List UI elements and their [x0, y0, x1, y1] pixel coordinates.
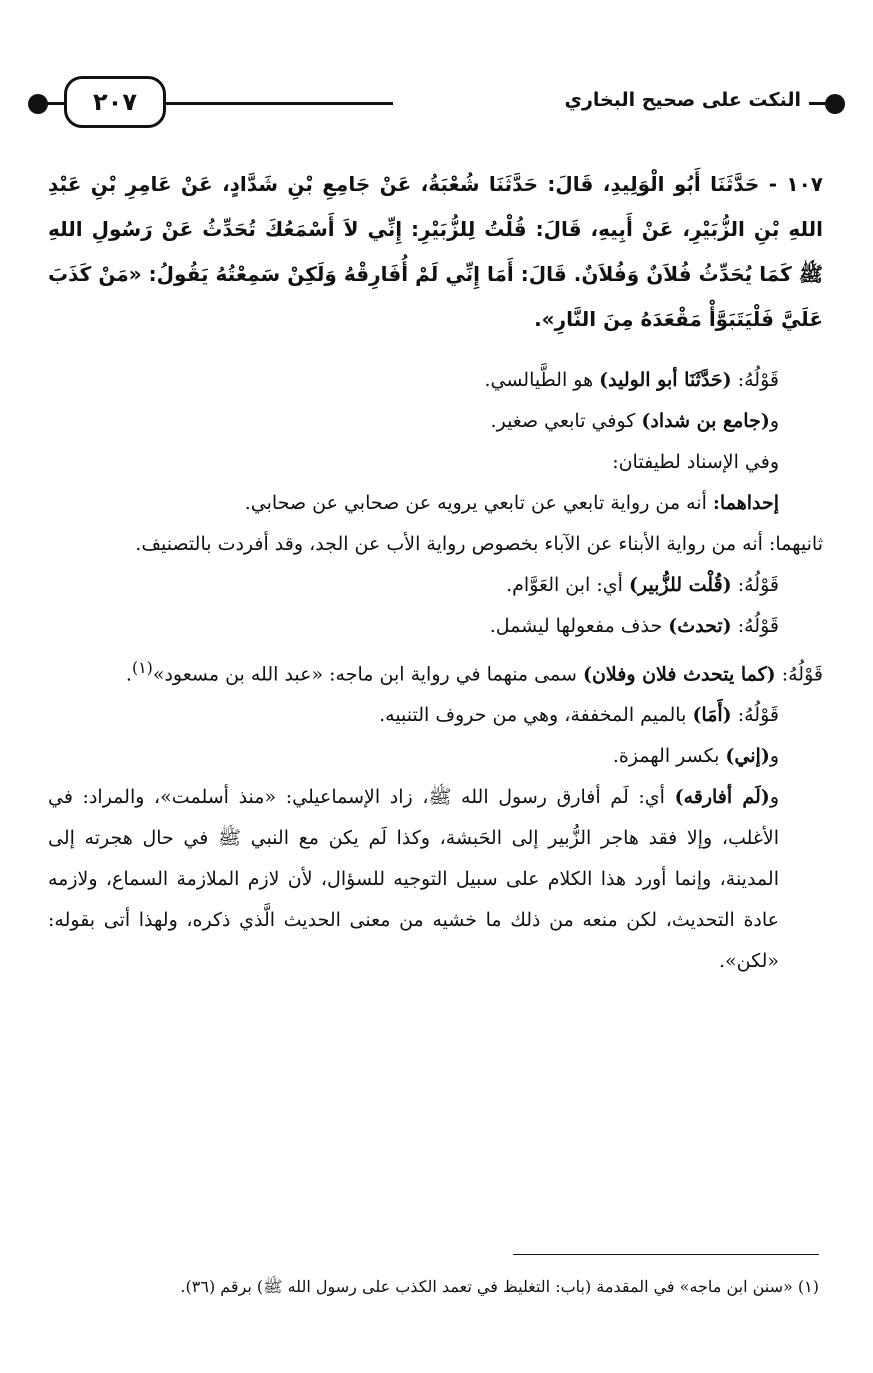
- commentary-text: سمى منهما في رواية ابن ماجه: «عبد الله بن مسعود»: [152, 663, 577, 686]
- commentary-paragraph: [48, 401, 823, 442]
- header-ornament-dot-left: [28, 94, 48, 114]
- commentary-text: كوفي تابعي صغير.: [490, 410, 636, 432]
- commentary-keyword: إحداهما:: [712, 492, 779, 514]
- commentary-text: أنه من رواية الأبناء عن الآباء بخصوص رواية الأب عن الجد، وقد أفردت بالتصنيف.: [135, 533, 763, 555]
- commentary-text: وفي الإسناد لطيفتان:: [612, 451, 779, 473]
- page-header: [0, 60, 873, 140]
- commentary-paragraph: [48, 565, 823, 606]
- commentary-text: أي: لَم أفارق رسول الله ﷺ، زاد الإسماعيلي: «منذ أسلمت»، والمراد: في الأغلب، وإلا فقد هاجر الزُّبير إلى الحَبشة، وكذا لَم يكن مع النبي ﷺ في حال هجرته إلى المدينة، وإنما أورد هذا الكلام على سبيل التوجيه للسؤال، لأن لازم الملازمة السماع، ولازمه عادة التحديث، لكن منعه من ذلك ما خشيه من معنى الحديث الَّذي ذكره، ولهذا أتى بقوله: «لكن».: [48, 786, 779, 973]
- commentary-keyword: (تحدث): [668, 615, 732, 637]
- running-title: النكت على صحيح البخاري: [393, 84, 809, 116]
- commentary-text: بكسر الهمزة.: [612, 745, 720, 768]
- commentary-text: أي: ابن العَوَّام.: [506, 574, 623, 596]
- commentary-keyword: (جامع بن شداد): [641, 410, 770, 432]
- footnote-separator: [513, 1254, 819, 1255]
- commentary-paragraph: [48, 606, 823, 647]
- header-ornament-dot-right: [825, 94, 845, 114]
- commentary-text: بالميم المخففة، وهي من حروف التنبيه.: [379, 704, 687, 727]
- commentary-lead: قَوْلُهُ:: [737, 574, 779, 596]
- commentary-paragraph: [48, 524, 823, 565]
- commentary-paragraph: [48, 647, 823, 695]
- commentary-keyword: (كما يتحدث فلان وفلان): [582, 663, 776, 686]
- commentary-keyword: (لَم أفارقه): [674, 786, 770, 809]
- commentary-paragraph: [48, 777, 823, 982]
- commentary-text: هو الطَّيالسي.: [484, 369, 594, 391]
- commentary-lead: و: [769, 745, 779, 768]
- commentary-lead: و: [769, 786, 779, 809]
- main-text: [48, 162, 823, 982]
- commentary-text: حذف مفعولها ليشمل.: [489, 615, 663, 637]
- commentary-lead: و: [769, 410, 779, 432]
- commentary-paragraph: [48, 736, 823, 777]
- commentary-keyword: (إني): [725, 745, 770, 768]
- commentary-lead: ثانيهما:: [768, 533, 823, 555]
- commentary-lead: قَوْلُهُ:: [737, 369, 779, 391]
- commentary-lead: قَوْلُهُ:: [737, 615, 779, 637]
- commentary-text: .: [125, 663, 132, 686]
- commentary-lead: قَوْلُهُ:: [781, 663, 823, 686]
- page-number: ٢٠٧: [93, 88, 137, 116]
- commentary-paragraph: [48, 695, 823, 736]
- page-number-box: [64, 76, 166, 128]
- commentary-paragraph: [48, 483, 823, 524]
- footnote-reference: (١): [131, 658, 153, 677]
- hadith-text: حَدَّثَنَا أَبُو الْوَلِيدِ، قَالَ: حَدَّثَنَا شُعْبَةُ، عَنْ جَامِعِ بْنِ شَدَّادٍ، عَنْ عَامِرِ بْنِ عَبْدِ اللهِ بْنِ الزُّبَيْرِ، عَنْ أَبِيهِ، قَالَ: قُلْتُ لِلزُّبَيْرِ: إِنِّي لاَ أَسْمَعُكَ تُحَدِّثُ عَنْ رَسُولِ اللهِ ﷺ كَمَا يُحَدِّثُ فُلاَنٌ وَفُلاَنٌ. قَالَ: أَمَا إِنِّي لَمْ أُفَارِقْهُ وَلَكِنْ سَمِعْتُهُ يَقُولُ: «مَنْ كَذَبَ عَلَيَّ فَلْيَتَبَوَّأْ مَقْعَدَهُ مِنَ النَّارِ».: [48, 172, 823, 331]
- commentary-paragraph: [48, 442, 823, 483]
- hadith-number: ١٠٧: [786, 172, 823, 196]
- commentary-text: أنه من رواية تابعي عن تابعي يرويه عن صحابي عن صحابي.: [244, 492, 707, 514]
- commentary-lead: قَوْلُهُ:: [737, 704, 779, 727]
- commentary-keyword: (أَمَا): [692, 704, 732, 727]
- hadith-paragraph: ١٠٧ - حَدَّثَنَا أَبُو الْوَلِيدِ، قَالَ: حَدَّثَنَا شُعْبَةُ، عَنْ جَامِعِ بْنِ شَدَّادٍ، عَنْ عَامِرِ بْنِ عَبْدِ اللهِ بْنِ الزُّبَيْرِ، عَنْ أَبِيهِ، قَالَ: قُلْتُ لِلزُّبَيْرِ: إِنِّي لاَ أَسْمَعُكَ تُحَدِّثُ عَنْ رَسُولِ اللهِ ﷺ كَمَا يُحَدِّثُ فُلاَنٌ وَفُلاَنٌ. قَالَ: أَمَا إِنِّي لَمْ أُفَارِقْهُ وَلَكِنْ سَمِعْتُهُ يَقُولُ: «مَنْ كَذَبَ عَلَيَّ فَلْيَتَبَوَّأْ مَقْعَدَهُ مِنَ النَّارِ».: [48, 172, 823, 331]
- footnote: (١) «سنن ابن ماجه» في المقدمة (باب: التغليظ في تعمد الكذب على رسول الله ﷺ) برقم (٣٦).: [180, 1277, 819, 1296]
- commentary-keyword: (قُلْت للزُّبير): [628, 574, 732, 596]
- commentary-paragraph: [48, 360, 823, 401]
- commentary-keyword: (حَدَّثَنَا أبو الوليد): [599, 369, 732, 391]
